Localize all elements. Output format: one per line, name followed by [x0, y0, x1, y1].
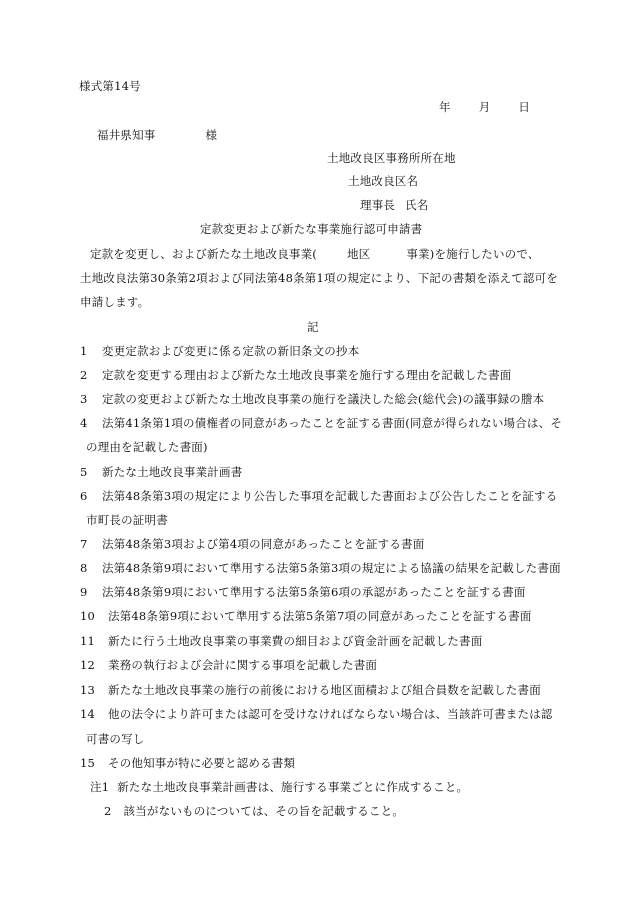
- item-text: 他の法令により許可または認可を受けなければならない場合は、当該許可書または認: [108, 707, 553, 721]
- note-text: 該当がないものについては、その旨を記載すること。: [123, 804, 405, 818]
- chairman-line: [360, 200, 429, 212]
- list-item: [80, 346, 359, 358]
- item-number: 7: [80, 537, 88, 551]
- item-text: 変更定款および変更に係る定款の新旧条文の抄本: [102, 344, 360, 358]
- item-text: 新たな土地改良事業の施行の前後における地区面積および組合員数を記載した書面: [108, 683, 541, 697]
- item-number: 12: [80, 658, 96, 672]
- item-number: 11: [80, 634, 96, 648]
- note-label: 注1: [90, 780, 110, 794]
- date-month: 月: [478, 100, 491, 114]
- body-line-1: [90, 249, 540, 261]
- body-line-1a: 定款を変更し、および新たな土地改良事業(: [90, 247, 317, 261]
- item-text: 法第48条第9項において準用する法第5条第3項の規定による協議の結果を記載した書面: [102, 561, 561, 575]
- item-text: 法第48条第9項において準用する法第5条第7項の同意があったことを証する書面: [108, 609, 532, 623]
- item-number: 3: [80, 392, 88, 406]
- item-text: 業務の執行および会計に関する事項を記載した書面: [108, 658, 378, 672]
- list-item: [80, 636, 482, 648]
- body-line-1c: 事業)を施行したいので、: [406, 247, 540, 261]
- ki-heading: 記: [307, 320, 319, 334]
- note-1: [90, 782, 468, 794]
- item-number: 15: [80, 756, 96, 770]
- list-item: [80, 467, 242, 479]
- list-item: [80, 758, 295, 770]
- addressee-name: 福井県知事: [97, 128, 156, 142]
- item-number: 10: [80, 609, 96, 623]
- form-number: 様式第14号: [79, 79, 141, 93]
- list-item: [80, 491, 557, 503]
- list-item-continuation: 可書の写し: [86, 732, 145, 746]
- list-item: [80, 563, 561, 575]
- item-text: 法第48条第3項の規定により公告した事項を記載した書面および公告したことを証する: [102, 489, 558, 503]
- body-line-1b: 地区: [346, 247, 371, 261]
- note-2: [104, 806, 404, 818]
- item-number: 9: [80, 585, 88, 599]
- date-day: 日: [518, 100, 531, 114]
- list-item: [80, 611, 532, 623]
- list-item: [80, 587, 526, 599]
- list-item: [80, 709, 553, 721]
- item-number: 2: [80, 368, 88, 382]
- office-address-label: 土地改良区事務所所在地: [327, 151, 456, 165]
- note-text: 新たな土地改良事業計画書は、施行する事業ごとに作成すること。: [117, 780, 469, 794]
- date-year: 年: [439, 100, 451, 114]
- item-number: 6: [80, 489, 88, 503]
- body-line-2: 土地改良法第30条第2項および同法第48条第1項の規定により、下記の書類を添えて認可を: [80, 271, 558, 285]
- item-text: その他知事が特に必要と認める書類: [108, 756, 296, 770]
- list-item-continuation: の理由を記載した書面): [86, 440, 208, 454]
- district-name-label: 土地改良区名: [348, 174, 419, 188]
- list-item: [80, 660, 377, 672]
- document-title: 定款変更および新たな事業施行認可申請書: [200, 222, 423, 236]
- item-number: 13: [80, 683, 96, 697]
- list-item: [80, 394, 544, 406]
- name-label: 氏名: [405, 198, 429, 212]
- list-item: [80, 539, 424, 551]
- item-text: 法第48条第9項において準用する法第5条第6項の承認があったことを証する書面: [102, 585, 526, 599]
- addressee: [97, 130, 217, 142]
- chairman-label: 理事長: [360, 198, 396, 212]
- item-number: 8: [80, 561, 88, 575]
- item-text: 法第41条第1項の債権者の同意があったことを証する書面(同意が得られない場合は、そ: [102, 416, 563, 430]
- note-label: 2: [104, 804, 112, 818]
- item-number: 1: [80, 344, 88, 358]
- list-item: [80, 370, 512, 382]
- list-item-continuation: 市町長の証明書: [86, 513, 168, 527]
- item-text: 定款の変更および新たな土地改良事業の施行を議決した総会(総代会)の議事録の謄本: [102, 392, 545, 406]
- item-text: 定款を変更する理由および新たな土地改良事業を施行する理由を記載した書面: [102, 368, 512, 382]
- list-item: [80, 685, 541, 697]
- addressee-honorific: 様: [205, 128, 218, 142]
- item-text: 新たな土地改良事業計画書: [102, 465, 243, 479]
- item-number: 4: [80, 416, 88, 430]
- date-line: [439, 102, 530, 114]
- item-number: 5: [80, 465, 88, 479]
- item-text: 法第48条第3項および第4項の同意があったことを証する書面: [102, 537, 425, 551]
- item-number: 14: [80, 707, 96, 721]
- body-line-3: 申請します。: [80, 295, 150, 309]
- item-text: 新たに行う土地改良事業の事業費の細目および資金計画を記載した書面: [108, 634, 483, 648]
- list-item: [80, 418, 562, 430]
